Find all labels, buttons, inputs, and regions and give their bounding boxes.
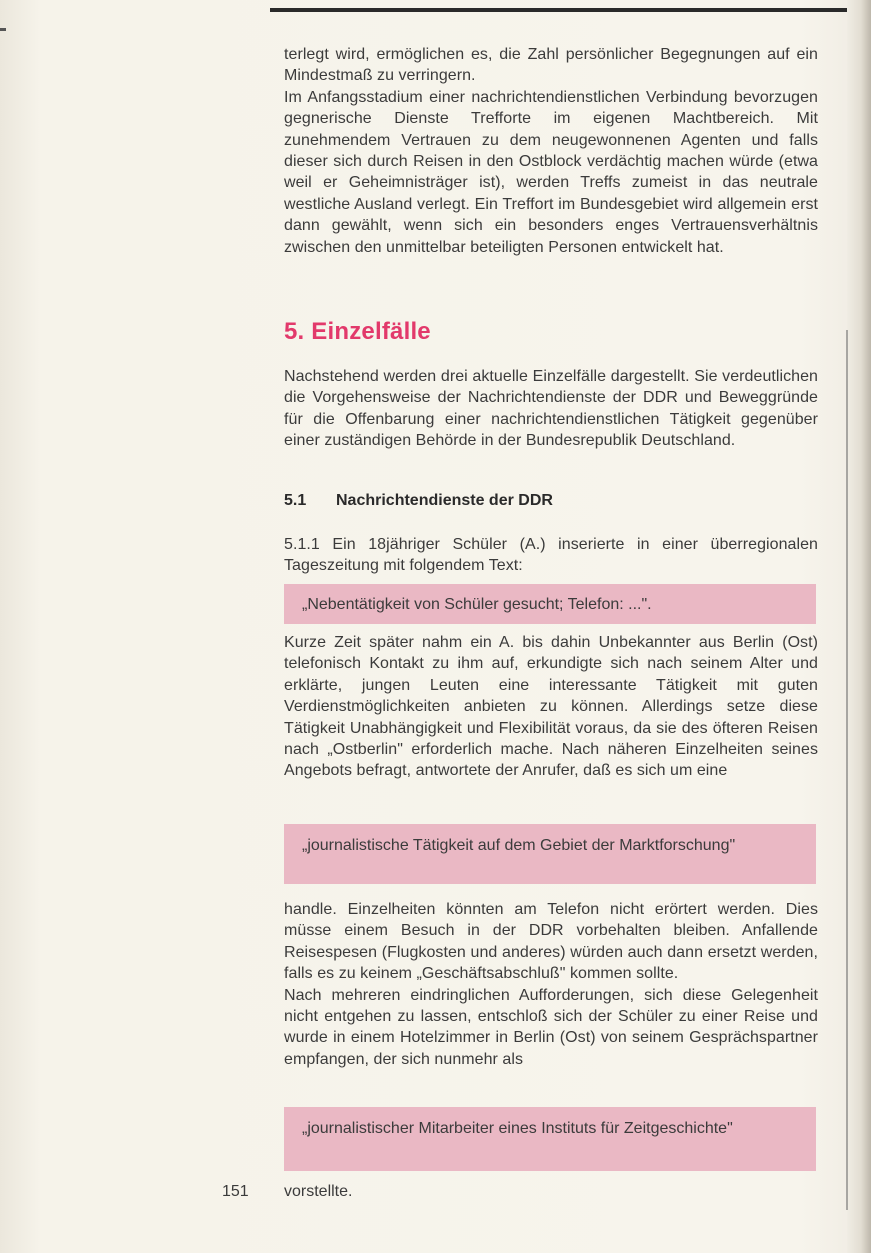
quote-text: „journalistische Tätigkeit auf dem Gebiet der Marktforschung" xyxy=(302,837,736,854)
book-spine-shadow xyxy=(847,0,871,1253)
spine-line xyxy=(846,330,848,1210)
closing-line: vorstellte. xyxy=(284,1183,353,1200)
paragraph-block xyxy=(284,899,818,1070)
highlighted-quote xyxy=(284,584,816,624)
paragraph-travel-expenses: handle. Einzelheiten könnten am Telefon nicht erörtert werden. Dies müsse einem Besuch in der DDR vorbehalten bleiben. Anfallende Reisespesen (Flugkosten und anderes) würden auch dann ersetzt werden, falls es zu keinem „Geschäftsabschluß" kommen sollte. xyxy=(284,901,818,983)
paragraph-block xyxy=(284,632,818,782)
section-intro-block xyxy=(284,366,818,452)
subsection-number: 5.1 xyxy=(284,492,307,509)
paragraph-continuation: terlegt wird, ermöglichen es, die Zahl persönlicher Begegnungen auf ein Mindestmaß zu verringern. xyxy=(284,46,818,85)
quote-text: „journalistischer Mitarbeiter eines Instituts für Zeitgeschichte" xyxy=(302,1120,733,1137)
margin-mark xyxy=(0,28,6,31)
subsection-heading xyxy=(284,492,553,510)
case-intro-block xyxy=(284,534,818,577)
paragraph-phone-contact: Kurze Zeit später nahm ein A. bis dahin Unbekannter aus Berlin (Ost) telefonisch Kontakt zu ihm auf, erkundigte sich nach seinem Alter und erklärte, jungen Leuten eine interessante Tätigkeit mit guten Verdienstmöglichkeiten anbieten zu können. Allerdings setze diese Tätigkeit Unabhängigkeit und Flexibilität voraus, da sie des öfteren Reisen nach „Ostberlin" erforderlich mache. Nach näheren Einzelheiten seines Angebots befragt, antwortete der Anrufer, daß es sich um eine xyxy=(284,634,818,780)
paragraph-hotel-meeting: Nach mehreren eindringlichen Aufforderungen, sich diese Gelegenheit nicht entgehen zu lassen, entschloß sich der Schüler zu einer Reise und wurde in einem Hotelzimmer in Berlin (Ost) von seinem Gesprächspartner empfangen, der sich nunmehr als xyxy=(284,986,818,1068)
page-number: 151 xyxy=(222,1183,249,1200)
section-heading: 5. Einzelfälle xyxy=(284,318,431,345)
case-intro: 5.1.1 Ein 18jähriger Schüler (A.) inserierte in einer überregionalen Tageszeitung mit folgendem Text: xyxy=(284,536,818,575)
highlighted-quote xyxy=(284,824,816,884)
top-rule xyxy=(270,8,848,12)
highlighted-quote xyxy=(284,1107,816,1171)
quote-text: „Nebentätigkeit von Schüler gesucht; Telefon: ...". xyxy=(302,596,652,613)
paragraph-meeting-places: Im Anfangsstadium einer nachrichtendienstlichen Verbindung bevorzugen gegnerische Dienste Trefforte im eigenen Machtbereich. Mit zunehmendem Vertrauen zu dem neugewonnenen Agenten und falls dieser sich durch Reisen in den Ostblock verdächtig machen würde (etwa weil er Geheimnisträger ist), werden Treffs zumeist in das neutrale westliche Ausland verlegt. Ein Treffort im Bundesgebiet wird allgemein erst dann gewählt, wenn sich ein besonders enges Vertrauensverhältnis zwischen den unmittelbar beteiligten Personen entwickelt hat. xyxy=(284,88,818,256)
opening-text-block xyxy=(284,44,818,258)
section-intro: Nachstehend werden drei aktuelle Einzelfälle dargestellt. Sie verdeutlichen die Vorgehensweise der Nachrichtendienste der DDR und Beweggründe für die Offenbarung einer nachrichtendienstlichen Tätigkeit gegenüber einer zuständigen Behörde in der Bundesrepublik Deutschland. xyxy=(284,368,818,450)
subsection-title: Nachrichtendienste der DDR xyxy=(336,492,553,509)
